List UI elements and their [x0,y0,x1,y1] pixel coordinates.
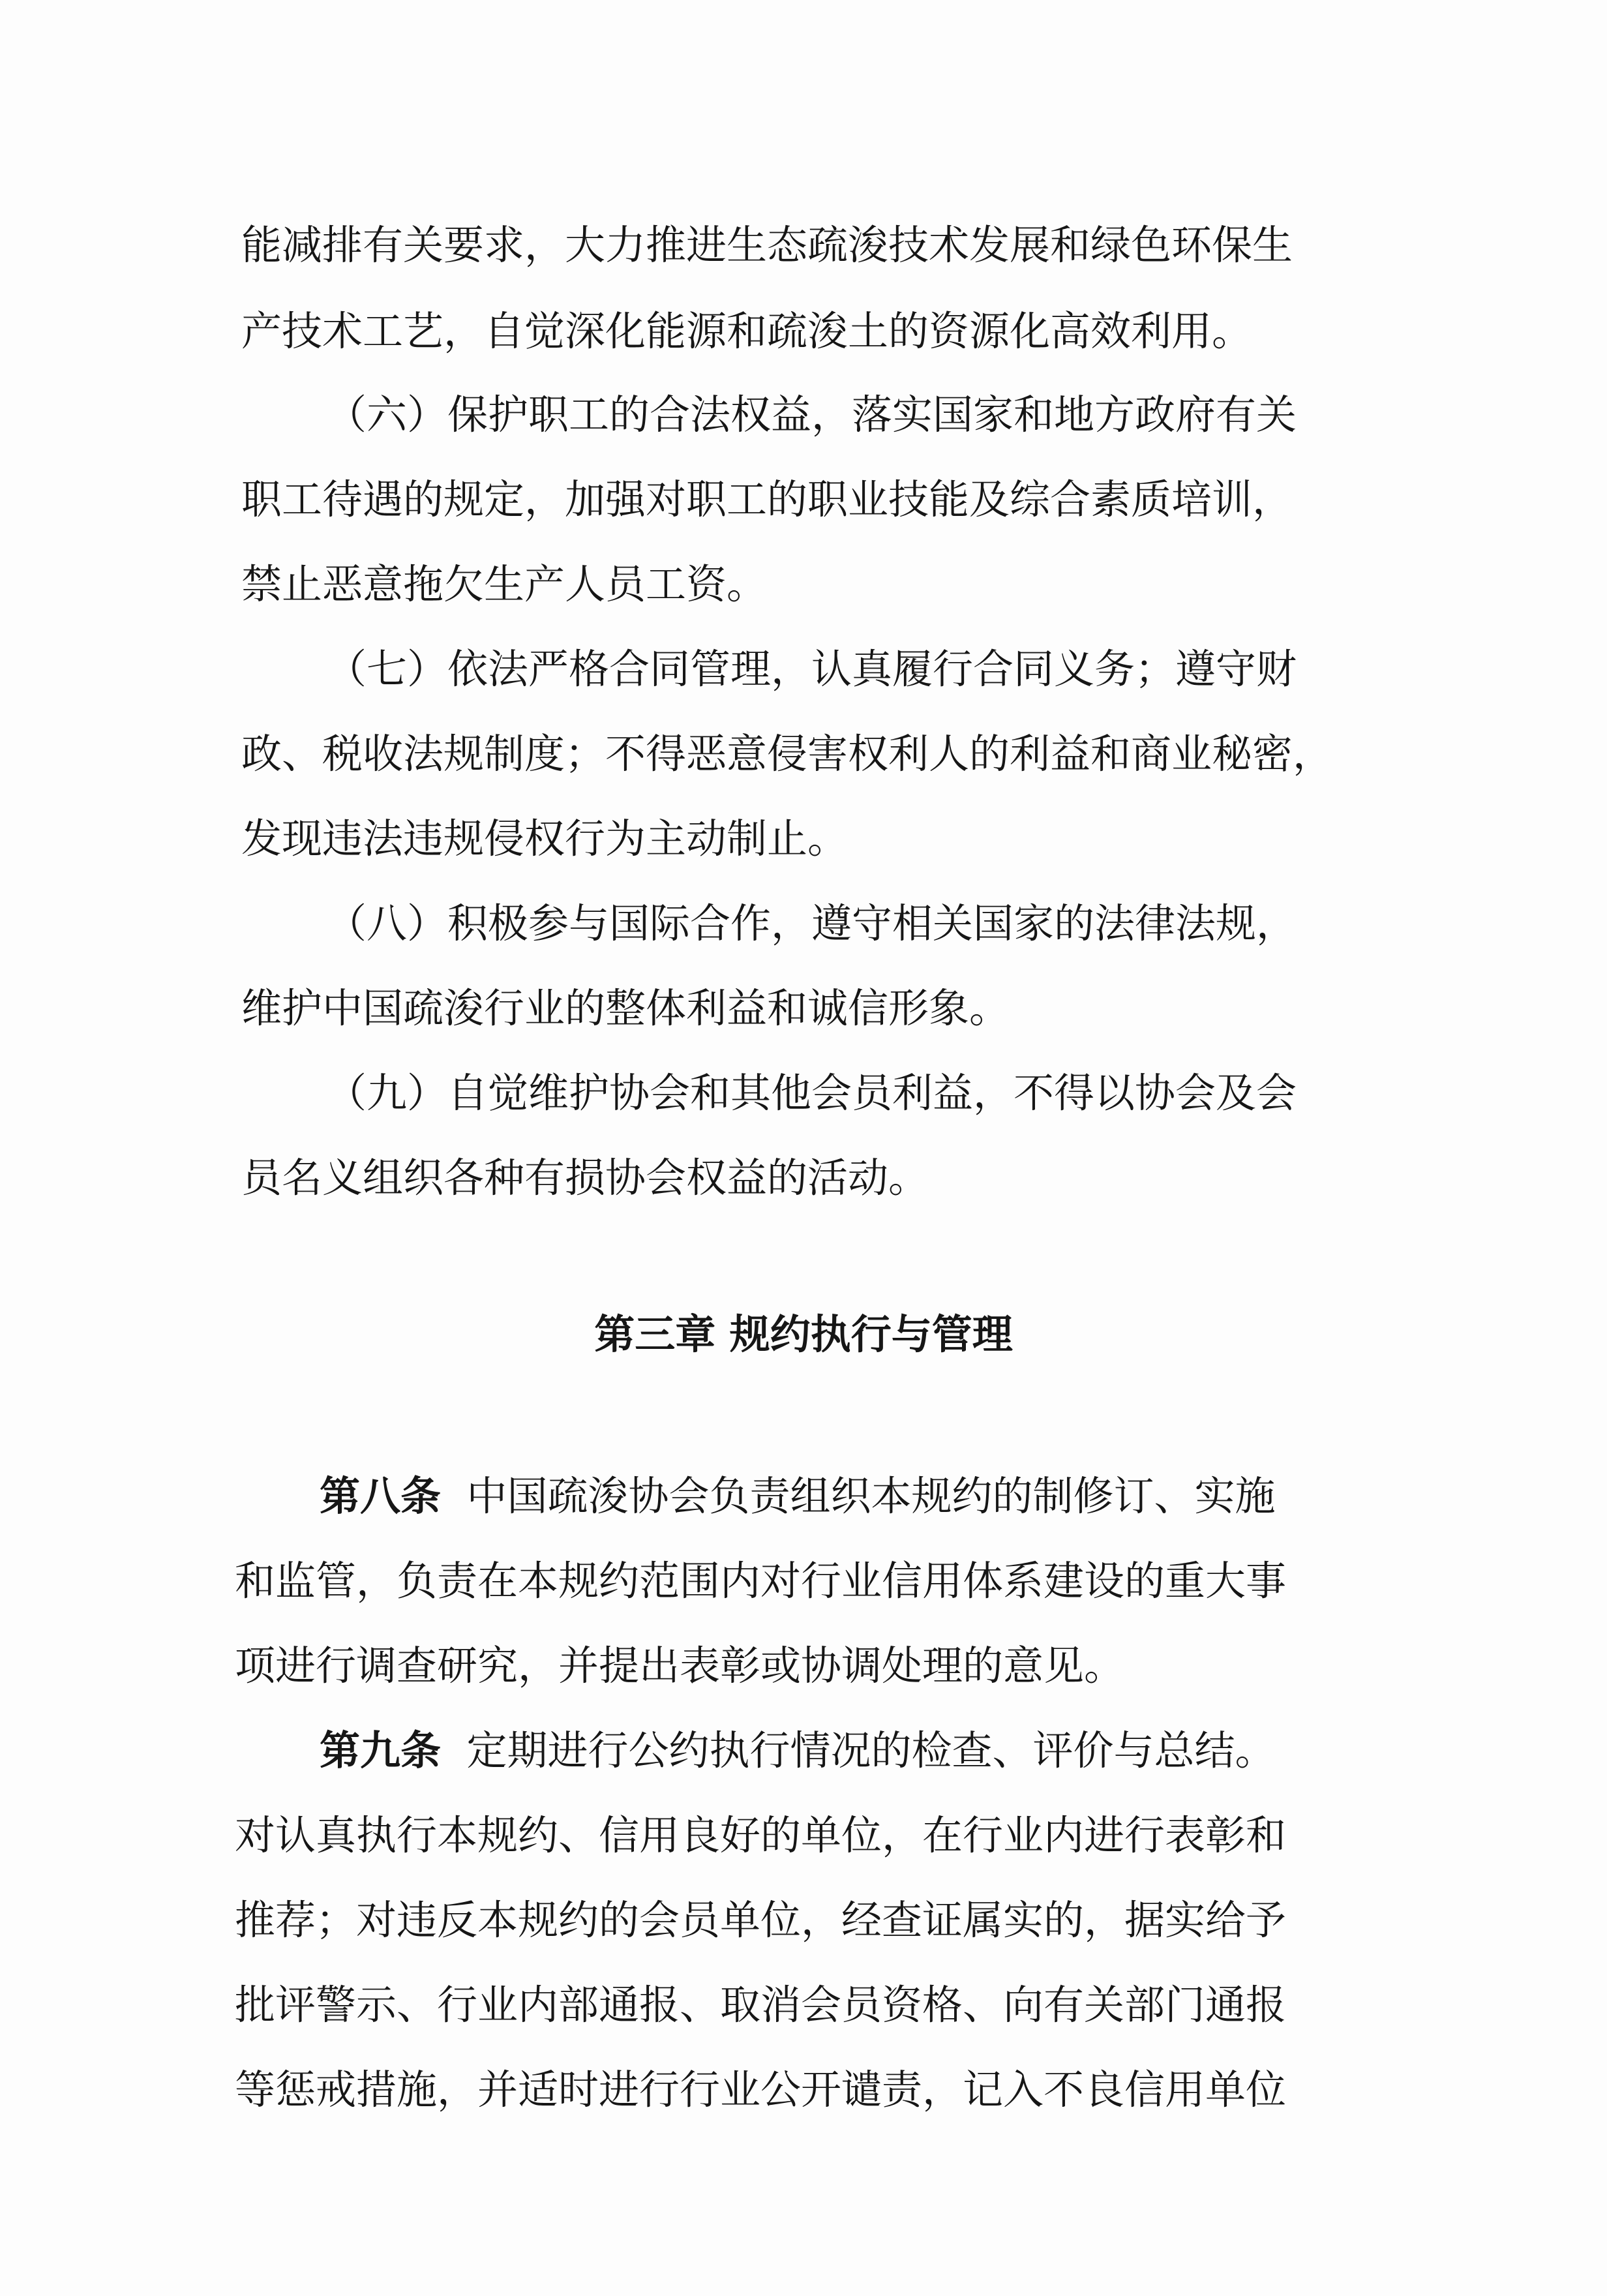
body-line: （八）积极参与国际合作，遵守相关国家的法律法规， [326,899,1297,947]
article-label: 第九条 [320,1727,442,1774]
body-line: （六）保护职工的合法权益，落实国家和地方政府有关 [326,391,1297,438]
body-line: 政、税收法规制度；不得恶意侵害权利人的利益和商业秘密， [241,730,1334,778]
body-line: 员名义组织各种有损协会权益的活动。 [241,1154,929,1201]
body-line: 项进行调查研究，并提出表彰或协调处理的意见。 [235,1642,1125,1689]
body-line: 推荐；对违反本规约的会员单位，经查证属实的，据实给予 [235,1896,1287,1944]
body-line: （七）依法严格合同管理，认真履行合同义务；遵守财 [326,645,1297,693]
body-line: 等惩戒措施，并适时进行行业公开谴责，记入不良信用单位 [235,2066,1287,2113]
body-line: 批评警示、行业内部通报、取消会员资格、向有关部门通报 [235,1981,1287,2029]
article-text: 定期进行公约执行情况的检查、评价与总结。 [466,1727,1276,1774]
article-spacer [441,1727,466,1774]
body-line: 能减排有关要求，大力推进生态疏浚技术发展和绿色环保生 [241,221,1293,269]
body-line: 发现违法违规侵权行为主动制止。 [241,815,849,862]
article-spacer [441,1472,466,1520]
article-text: 中国疏浚协会负责组织本规约的制修订、实施 [466,1472,1276,1520]
body-line: 维护中国疏浚行业的整体利益和诚信形象。 [241,984,1010,1032]
body-line: 和监管，负责在本规约范围内对行业信用体系建设的重大事 [235,1557,1287,1605]
article-first-line [320,1725,1275,1777]
body-line: 产技术工艺，自觉深化能源和疏浚土的资源化高效利用。 [241,307,1253,355]
body-line: 职工待遇的规定，加强对职工的职业技能及综合素质培训， [241,476,1293,523]
body-line: 禁止恶意拖欠生产人员工资。 [241,560,768,608]
body-line: 对认真执行本规约、信用良好的单位，在行业内进行表彰和 [235,1811,1287,1859]
body-line: （九）自觉维护协会和其他会员利益，不得以协会及会 [326,1069,1297,1117]
article-label: 第八条 [320,1472,442,1520]
article-first-line [320,1470,1275,1522]
chapter-heading: 第三章 规约执行与管理 [594,1310,1013,1358]
